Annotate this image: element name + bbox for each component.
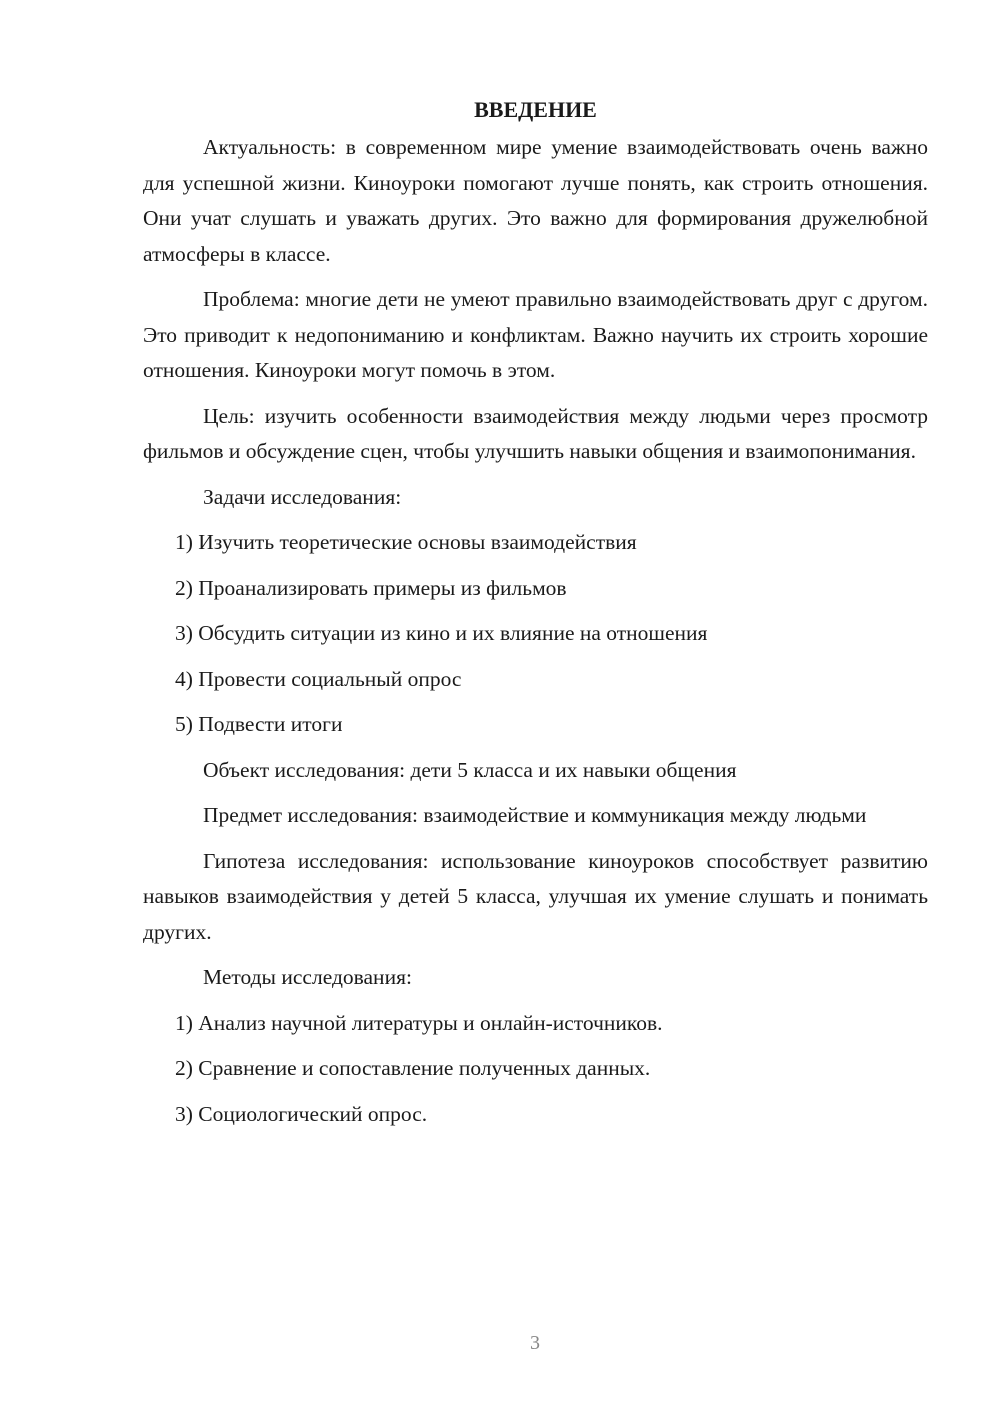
list-item: 2) Проанализировать примеры из фильмов bbox=[175, 575, 567, 600]
paragraph-subject: Предмет исследования: взаимодействие и коммуникация между людьми bbox=[203, 803, 867, 827]
paragraph-object: Объект исследования: дети 5 класса и их навыки общения bbox=[203, 757, 737, 782]
paragraph-goal: Цель: изучить особенности взаимодействия между людьми через просмотр фильмов и обсуждение сцен, чтобы улучшить навыки общения и взаимопонимания. bbox=[143, 403, 928, 463]
section-title: ВВЕДЕНИЕ bbox=[474, 97, 597, 122]
list-item: 4) Провести социальный опрос bbox=[175, 666, 462, 691]
tasks-list bbox=[143, 525, 928, 743]
paragraph-relevance: Актуальность: в современном мире умение взаимодействовать очень важно для успешной жизни. Киноуроки помогают лучше понять, как строить отношения. Они учат слушать и уважать других. Это важно для формирования дружелюбной атмосферы в классе. bbox=[143, 135, 928, 266]
list-item: 3) Обсудить ситуации из кино и их влияние на отношения bbox=[175, 621, 708, 645]
methods-heading: Методы исследования: bbox=[203, 965, 412, 989]
tasks-heading: Задачи исследования: bbox=[203, 484, 402, 509]
page-number: 3 bbox=[530, 1332, 540, 1354]
list-item: 2) Сравнение и сопоставление полученных данных. bbox=[175, 1056, 651, 1080]
list-item: 5) Подвести итоги bbox=[175, 712, 343, 736]
paragraph-hypothesis: Гипотеза исследования: использование киноуроков способствует развитию навыков взаимодействия у детей 5 класса, улучшая их умение слушать и понимать других. bbox=[143, 848, 928, 944]
paragraph-problem: Проблема: многие дети не умеют правильно взаимодействовать друг с другом. Это приводит к недопониманию и конфликтам. Важно научить их строить хорошие отношения. Киноуроки могут помочь в этом. bbox=[143, 287, 928, 382]
list-item: 3) Социологический опрос. bbox=[175, 1101, 428, 1126]
list-item: 1) Анализ научной литературы и онлайн-источников. bbox=[175, 1010, 663, 1035]
methods-list bbox=[143, 1006, 928, 1133]
document-page bbox=[143, 92, 928, 1142]
list-item: 1) Изучить теоретические основы взаимодействия bbox=[175, 530, 637, 554]
